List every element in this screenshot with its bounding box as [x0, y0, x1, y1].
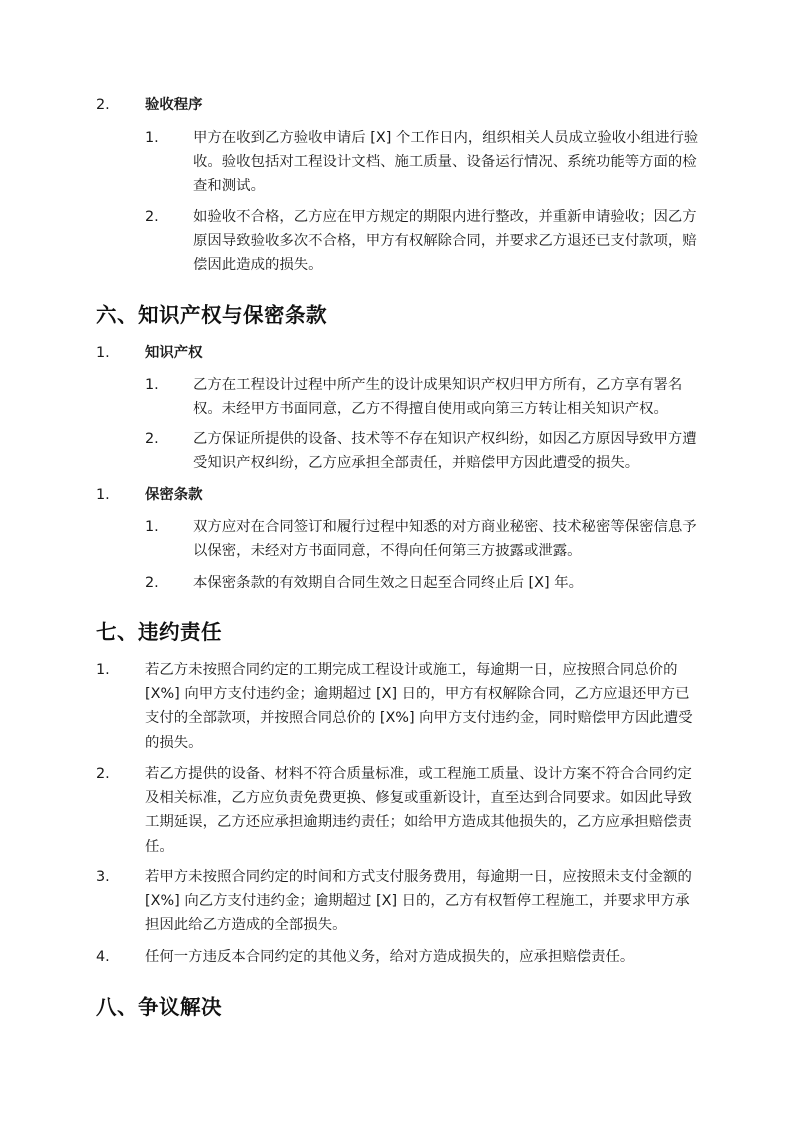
list-number: 1. — [96, 487, 110, 503]
section-heading-dispute-resolution: 八、争议解决 — [96, 995, 222, 1019]
paragraph-text: 乙方保证所提供的设备、技术等不存在知识产权纠纷，如因乙方原因导致甲方遭受知识产权纠纷，乙方应承担全部责任，并赔偿甲方因此遭受的损失。 — [193, 431, 697, 472]
paragraph-text: 本保密条款的有效期自合同生效之日起至合同终止后 [X] 年。 — [193, 575, 584, 591]
paragraph-text: 任何一方违反本合同约定的其他义务，给对方造成损失的，应承担赔偿责任。 — [145, 949, 635, 965]
list-number: 2. — [145, 431, 159, 447]
list-number: 1. — [96, 662, 110, 678]
paragraph-text: 若乙方提供的设备、材料不符合质量标准，或工程施工质量、设计方案不符合合同约定及相关标准，乙方应负责免费更换、修复或重新设计，直至达到合同要求。如因此导致工期延误，乙方还应承担逾期违约责任；如给甲方造成其他损失的，乙方应承担赔偿责任。 — [145, 766, 692, 855]
list-number: 4. — [96, 949, 110, 965]
list-number: 2. — [145, 209, 159, 225]
list-number: 2. — [96, 766, 110, 782]
list-item-title: 验收程序 — [145, 97, 203, 113]
list-number: 1. — [96, 345, 110, 361]
list-number: 3. — [96, 869, 110, 885]
paragraph-text: 乙方在工程设计过程中所产生的设计成果知识产权归甲方所有，乙方享有署名权。未经甲方书面同意，乙方不得擅自使用或向第三方转让相关知识产权。 — [193, 377, 683, 418]
list-item-title: 保密条款 — [145, 487, 203, 503]
paragraph-text: 若乙方未按照合同约定的工期完成工程设计或施工，每逾期一日，应按照合同总价的 [X%] 向甲方支付违约金；逾期超过 [X] 日的，甲方有权解除合同，乙方应退还甲方已支付的全部款项，并按照合同总价的 [X%] 向甲方支付违约金，同时赔偿甲方因此遭受的损失。 — [145, 662, 693, 751]
section-heading-ip-confidentiality: 六、知识产权与保密条款 — [96, 303, 327, 327]
list-item-title: 知识产权 — [145, 345, 203, 361]
list-number: 2. — [96, 97, 110, 113]
paragraph-text: 双方应对在合同签订和履行过程中知悉的对方商业秘密、技术秘密等保密信息予以保密，未经对方书面同意，不得向任何第三方披露或泄露。 — [193, 519, 697, 560]
list-number: 1. — [145, 377, 159, 393]
list-number: 1. — [145, 519, 159, 535]
paragraph-text: 若甲方未按照合同约定的时间和方式支付服务费用，每逾期一日，应按照未支付金额的 [X%] 向乙方支付违约金；逾期超过 [X] 日的，乙方有权暂停工程施工，并要求甲方承担因此给乙方造成的全部损失。 — [145, 869, 692, 934]
paragraph-text: 如验收不合格，乙方应在甲方规定的期限内进行整改，并重新申请验收；因乙方原因导致验收多次不合格，甲方有权解除合同，并要求乙方退还已支付款项，赔偿因此造成的损失。 — [193, 209, 697, 274]
paragraph-text: 甲方在收到乙方验收申请后 [X] 个工作日内，组织相关人员成立验收小组进行验收。验收包括对工程设计文档、施工质量、设备运行情况、系统功能等方面的检查和测试。 — [193, 130, 699, 195]
list-number: 1. — [145, 130, 159, 146]
section-heading-breach-liability: 七、违约责任 — [96, 620, 222, 644]
list-number: 2. — [145, 575, 159, 591]
